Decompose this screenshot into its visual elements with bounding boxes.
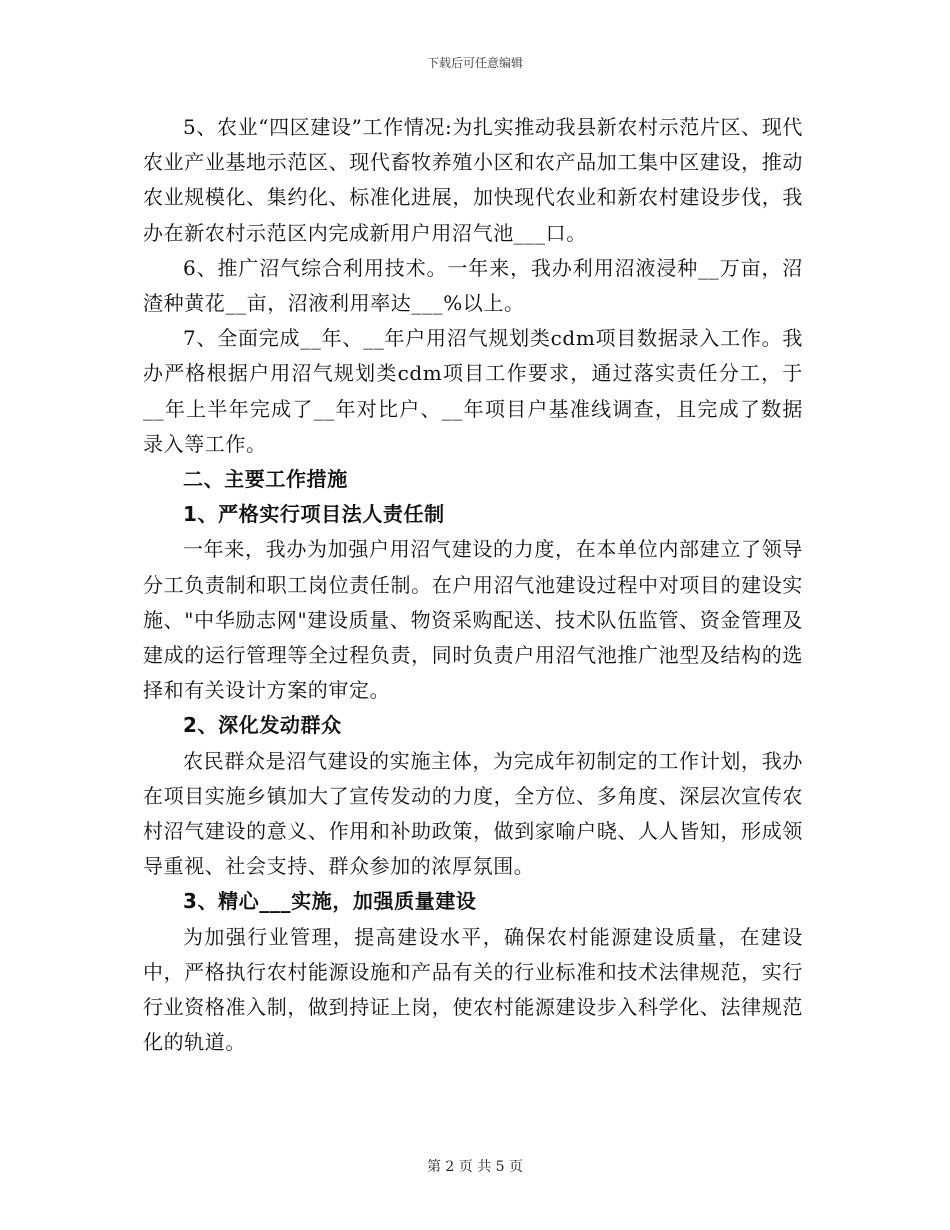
document-body <box>143 110 803 1060</box>
paragraph-quality: 为加强行业管理，提高建设水平，确保农村能源建设质量，在建设中，严格执行农村能源设施和产品有关的行业标准和技术法律规范，实行行业资格准入制，做到持证上岗，使农村能源建设步入科学化、法律规范化的轨道。 <box>143 924 803 1055</box>
paragraph-responsibility: 一年来，我办为加强户用沼气建设的力度，在本单位内部建立了领导分工负责制和职工岗位责任制。在户用沼气池建设过程中对项目的建设实施、"中华励志网"建设质量、物资采购配送、技术队伍监管、资金管理及建成的运行管理等全过程负责，同时负责户用沼气池推广池型及结构的选择和有关设计方案的审定。 <box>143 537 803 703</box>
subheading-3: 3、精心___实施，加强质量建设 <box>183 889 477 914</box>
paragraph-item-5: 5、农业“四区建设”工作情况:为扎实推动我县新农村示范片区、现代农业产业基地示范区、现代畜牧养殖小区和农产品加工集中区建设，推动农业规模化、集约化、标准化进展，加快现代农业和新农村建设步伐，我办在新农村示范区内完成新用户用沼气池___口。 <box>143 115 803 245</box>
paragraph-item-6: 6、推广沼气综合利用技术。一年来，我办利用沼液浸种__万亩，沼渣种黄花__亩，沼液利用率达___%以上。 <box>143 255 803 316</box>
paragraph-item-7: 7、全面完成__年、__年户用沼气规划类cdm项目数据录入工作。我办严格根据户用沼气规划类cdm项目工作要求，通过落实责任分工，于__年上半年完成了__年对比户、__年项目户基准线调查，且完成了数据录入等工作。 <box>143 326 803 456</box>
subheading-1: 1、严格实行项目法人责任制 <box>183 502 445 527</box>
page-header: 下载后可任意编辑 <box>426 56 523 70</box>
subheading-2: 2、深化发动群众 <box>183 713 342 738</box>
paragraph-mobilization: 农民群众是沼气建设的实施主体，为完成年初制定的工作计划，我办在项目实施乡镇加大了宣传发动的力度，全方位、多角度、深层次宣传农村沼气建设的意义、作用和补助政策，做到家喻户晓、人人皆知，形成领导重视、社会支持、群众参加的浓厚氛围。 <box>143 748 803 879</box>
section-heading-main-measures: 二、主要工作措施 <box>183 467 348 492</box>
page-footer: 第 2 页 共 5 页 <box>426 1159 524 1175</box>
